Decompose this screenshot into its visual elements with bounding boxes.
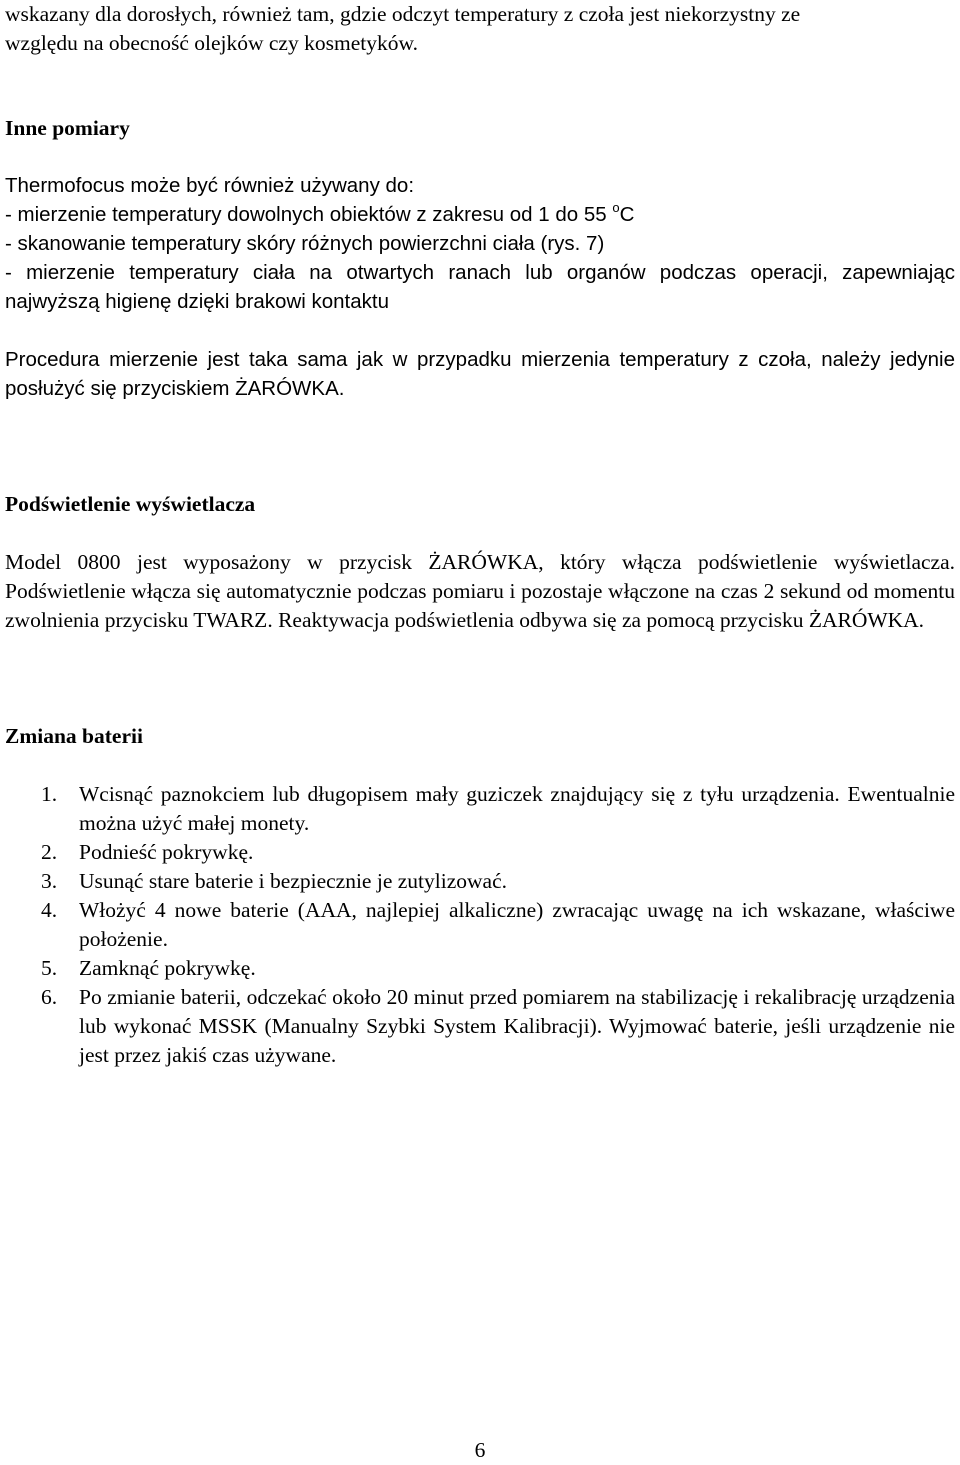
item1-text: - mierzenie temperatury dowolnych obiektów z zakresu od 1 do 55 (5, 203, 613, 226)
step-text: Włożyć 4 nowe baterie (AAA, najlepiej alkaliczne) zwracając uwagę na ich wskazane, właściwe położenie. (79, 898, 955, 951)
page-number: 6 (474, 1438, 486, 1462)
step-text: Wcisnąć paznokciem lub długopisem mały guziczek znajdujący się z tyłu urządzenia. Ewentualnie można użyć małej monety. (79, 782, 955, 835)
intro-line-2: względu na obecność olejków czy kosmetyków. (5, 31, 418, 55)
step-number: 2. (41, 840, 58, 864)
other-measurements-list (5, 171, 955, 316)
section-heading-backlight: Podświetlenie wyświetlacza (5, 492, 256, 516)
intro-paragraph (5, 0, 955, 58)
step-text: Usunąć stare baterie i bezpiecznie je zutylizować. (79, 869, 507, 893)
step-number: 3. (41, 869, 58, 893)
battery-step (5, 838, 955, 867)
step-text: Po zmianie baterii, odczekać około 20 minut przed pomiarem na stabilizację i rekalibrację urządzenia lub wykonać MSSK (Manualny Szybki System Kalibracji). Wyjmować baterie, jeśli urządzenie nie jest przez jakiś czas używane. (79, 985, 955, 1067)
other-measurements-item-1 (5, 200, 955, 229)
section-heading-battery: Zmiana baterii (5, 724, 143, 748)
other-measurements-lead: Thermofocus może być również używany do: (5, 174, 415, 197)
degree-sup: o (612, 200, 620, 215)
battery-step (5, 867, 955, 896)
battery-step (5, 954, 955, 983)
step-text: Podnieść pokrywkę. (79, 840, 254, 864)
section-battery (5, 722, 955, 751)
battery-steps-list (5, 780, 955, 1070)
step-number: 6. (41, 985, 58, 1009)
step-number: 1. (41, 782, 58, 806)
section-heading-other-measurements: Inne pomiary (5, 116, 130, 140)
battery-step (5, 780, 955, 838)
intro-line-1: wskazany dla dorosłych, również tam, gdzie odczyt temperatury z czoła jest niekorzystny ze (5, 2, 801, 26)
battery-steps (5, 780, 955, 1070)
item1-unit: C (619, 203, 635, 226)
procedure-paragraph (5, 345, 955, 403)
backlight-text: Model 0800 jest wyposażony w przycisk ŻARÓWKA, który włącza podświetlenie wyświetlacza. Podświetlenie włącza się automatycznie podczas pomiaru i pozostaje włączone na czas 2 sekund od momentu zwolnienia przycisku TWARZ. Reaktywacja podświetlenia odbywa się za pomocą przycisku ŻARÓWKA. (5, 550, 955, 632)
step-text: Zamknąć pokrywkę. (79, 956, 256, 980)
section-backlight (5, 490, 955, 519)
other-measurements-item-2: - skanowanie temperatury skóry różnych powierzchni ciała (rys. 7) (5, 232, 605, 255)
battery-step (5, 983, 955, 1070)
backlight-paragraph (5, 548, 955, 635)
step-number: 5. (41, 956, 58, 980)
step-number: 4. (41, 898, 58, 922)
battery-step (5, 896, 955, 954)
procedure-text: Procedura mierzenie jest taka sama jak w przypadku mierzenia temperatury z czoła, należy jedynie posłużyć się przyciskiem ŻARÓWKA. (5, 348, 955, 400)
section-other-measurements (5, 114, 955, 143)
other-measurements-item-3: - mierzenie temperatury ciała na otwartych ranach lub organów podczas operacji, zapewniając najwyższą higienę dzięki brakowi kontaktu (5, 261, 955, 313)
